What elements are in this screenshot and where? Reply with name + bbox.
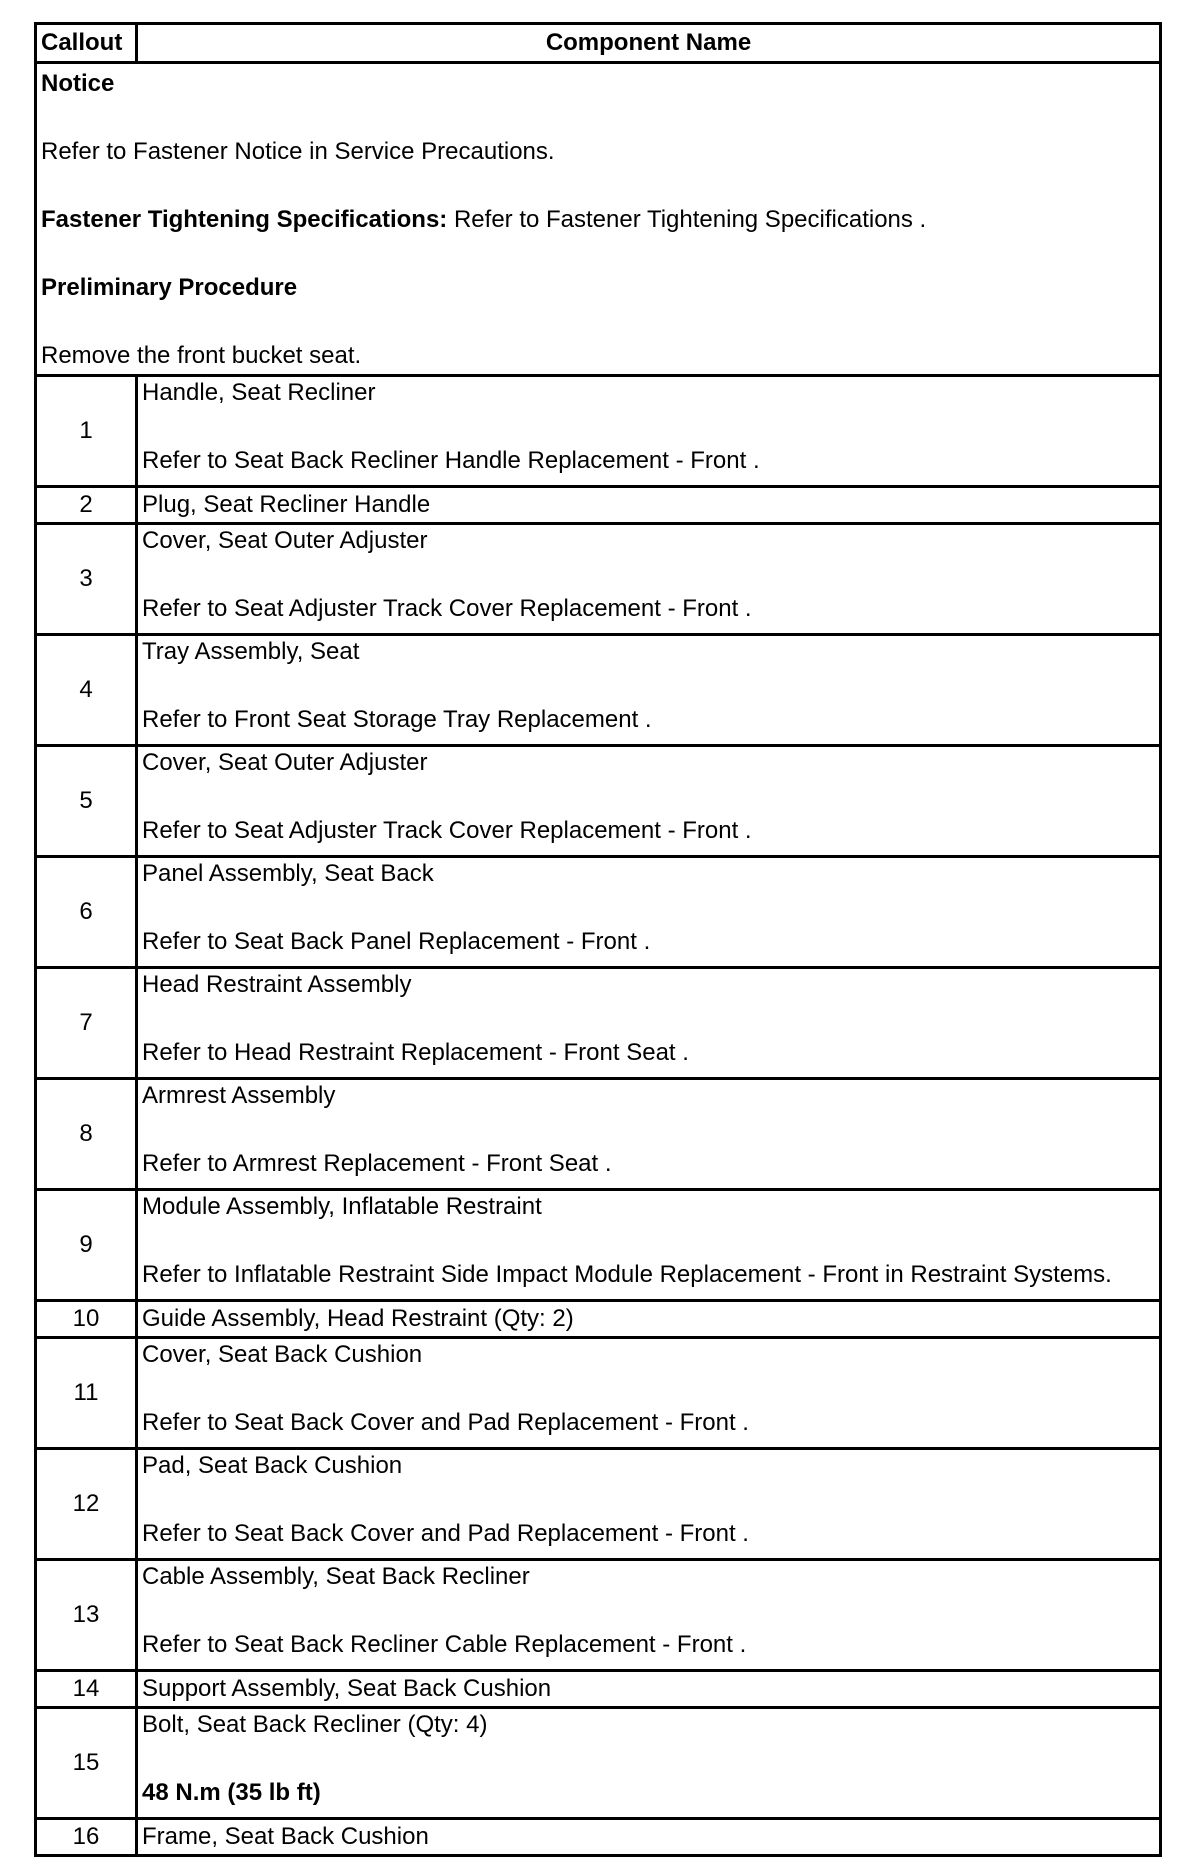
procedure-reference: Refer to Seat Back Recliner Handle Replacement - Front . bbox=[142, 447, 760, 474]
table-row bbox=[36, 376, 1161, 487]
component-name: Tray Assembly, Seat bbox=[142, 638, 360, 665]
procedure-reference: Refer to Front Seat Storage Tray Replacement . bbox=[142, 706, 652, 733]
callout-column-header: Callout bbox=[36, 24, 137, 63]
table-row bbox=[36, 1560, 1161, 1671]
procedure-reference: Refer to Seat Adjuster Track Cover Replacement - Front . bbox=[142, 595, 752, 622]
table-row bbox=[36, 857, 1161, 968]
component-name: Guide Assembly, Head Restraint (Qty: 2) bbox=[142, 1305, 574, 1332]
procedure-reference: Refer to Seat Back Recliner Cable Replacement - Front . bbox=[142, 1631, 747, 1658]
component-cell bbox=[137, 857, 1161, 968]
callout-number: 5 bbox=[36, 746, 137, 857]
procedure-reference: Refer to Seat Adjuster Track Cover Replacement - Front . bbox=[142, 817, 752, 844]
procedure-reference: Refer to Seat Back Panel Replacement - Front . bbox=[142, 928, 651, 955]
table-row bbox=[36, 487, 1161, 524]
component-cell bbox=[137, 1819, 1161, 1856]
header-row bbox=[36, 24, 1161, 63]
component-cell bbox=[137, 635, 1161, 746]
component-table bbox=[34, 22, 1162, 1857]
callout-number: 14 bbox=[36, 1671, 137, 1708]
component-cell bbox=[137, 968, 1161, 1079]
table-row bbox=[36, 968, 1161, 1079]
callout-number: 12 bbox=[36, 1449, 137, 1560]
callout-number: 3 bbox=[36, 524, 137, 635]
component-name: Plug, Seat Recliner Handle bbox=[142, 491, 431, 518]
notice-title: Notice bbox=[41, 70, 115, 97]
component-cell bbox=[137, 524, 1161, 635]
component-cell bbox=[137, 1079, 1161, 1190]
procedure-reference: Refer to Inflatable Restraint Side Impact Module Replacement - Front in Restraint Systems. bbox=[142, 1261, 1112, 1288]
callout-number: 10 bbox=[36, 1301, 137, 1338]
callout-number: 4 bbox=[36, 635, 137, 746]
component-name: Frame, Seat Back Cushion bbox=[142, 1823, 429, 1850]
component-name: Module Assembly, Inflatable Restraint bbox=[142, 1193, 542, 1220]
callout-number: 7 bbox=[36, 968, 137, 1079]
tightening-spec-line bbox=[41, 206, 1155, 234]
table-row bbox=[36, 746, 1161, 857]
callout-number: 1 bbox=[36, 376, 137, 487]
table-row bbox=[36, 1819, 1161, 1856]
callout-number: 15 bbox=[36, 1708, 137, 1819]
notice-cell bbox=[36, 63, 1161, 376]
component-cell bbox=[137, 746, 1161, 857]
callout-number: 6 bbox=[36, 857, 137, 968]
component-name: Cover, Seat Outer Adjuster bbox=[142, 749, 428, 776]
component-name: Armrest Assembly bbox=[142, 1082, 336, 1109]
table-row bbox=[36, 1671, 1161, 1708]
component-cell bbox=[137, 376, 1161, 487]
callout-number: 11 bbox=[36, 1338, 137, 1449]
component-name: Pad, Seat Back Cushion bbox=[142, 1452, 403, 1479]
component-name: Cover, Seat Outer Adjuster bbox=[142, 527, 428, 554]
callout-number: 16 bbox=[36, 1819, 137, 1856]
procedure-reference: Refer to Head Restraint Replacement - Front Seat . bbox=[142, 1039, 689, 1066]
component-table-document bbox=[34, 22, 1162, 1857]
table-row bbox=[36, 1708, 1161, 1819]
component-name-column-header: Component Name bbox=[137, 24, 1161, 63]
component-name: Cover, Seat Back Cushion bbox=[142, 1341, 423, 1368]
table-row bbox=[36, 1449, 1161, 1560]
component-cell bbox=[137, 1338, 1161, 1449]
procedure-reference: Refer to Armrest Replacement - Front Seat . bbox=[142, 1150, 612, 1177]
component-cell bbox=[137, 1671, 1161, 1708]
component-cell bbox=[137, 1560, 1161, 1671]
callout-number: 2 bbox=[36, 487, 137, 524]
component-cell bbox=[137, 487, 1161, 524]
procedure-reference: Refer to Seat Back Cover and Pad Replacement - Front . bbox=[142, 1409, 749, 1436]
tightening-spec-text: Refer to Fastener Tightening Specifications . bbox=[447, 206, 927, 233]
component-cell bbox=[137, 1449, 1161, 1560]
torque-specification: 48 N.m (35 lb ft) bbox=[142, 1779, 321, 1806]
component-name: Support Assembly, Seat Back Cushion bbox=[142, 1675, 552, 1702]
callout-number: 9 bbox=[36, 1190, 137, 1301]
notice-row bbox=[36, 63, 1161, 376]
table-row bbox=[36, 1190, 1161, 1301]
tightening-spec-label: Fastener Tightening Specifications: bbox=[41, 206, 448, 233]
callout-number: 8 bbox=[36, 1079, 137, 1190]
component-cell bbox=[137, 1190, 1161, 1301]
table-row bbox=[36, 1301, 1161, 1338]
component-name: Panel Assembly, Seat Back bbox=[142, 860, 434, 887]
component-name: Head Restraint Assembly bbox=[142, 971, 412, 998]
preliminary-procedure-title: Preliminary Procedure bbox=[41, 274, 298, 301]
fastener-notice-text: Refer to Fastener Notice in Service Precautions. bbox=[41, 138, 555, 165]
component-name: Handle, Seat Recliner bbox=[142, 379, 376, 406]
component-name: Bolt, Seat Back Recliner (Qty: 4) bbox=[142, 1711, 488, 1738]
preliminary-procedure-text: Remove the front bucket seat. bbox=[41, 342, 362, 369]
component-cell bbox=[137, 1301, 1161, 1338]
procedure-reference: Refer to Seat Back Cover and Pad Replacement - Front . bbox=[142, 1520, 749, 1547]
table-row bbox=[36, 1079, 1161, 1190]
component-name: Cable Assembly, Seat Back Recliner bbox=[142, 1563, 530, 1590]
component-cell bbox=[137, 1708, 1161, 1819]
callout-number: 13 bbox=[36, 1560, 137, 1671]
table-row bbox=[36, 635, 1161, 746]
table-row bbox=[36, 1338, 1161, 1449]
table-row bbox=[36, 524, 1161, 635]
